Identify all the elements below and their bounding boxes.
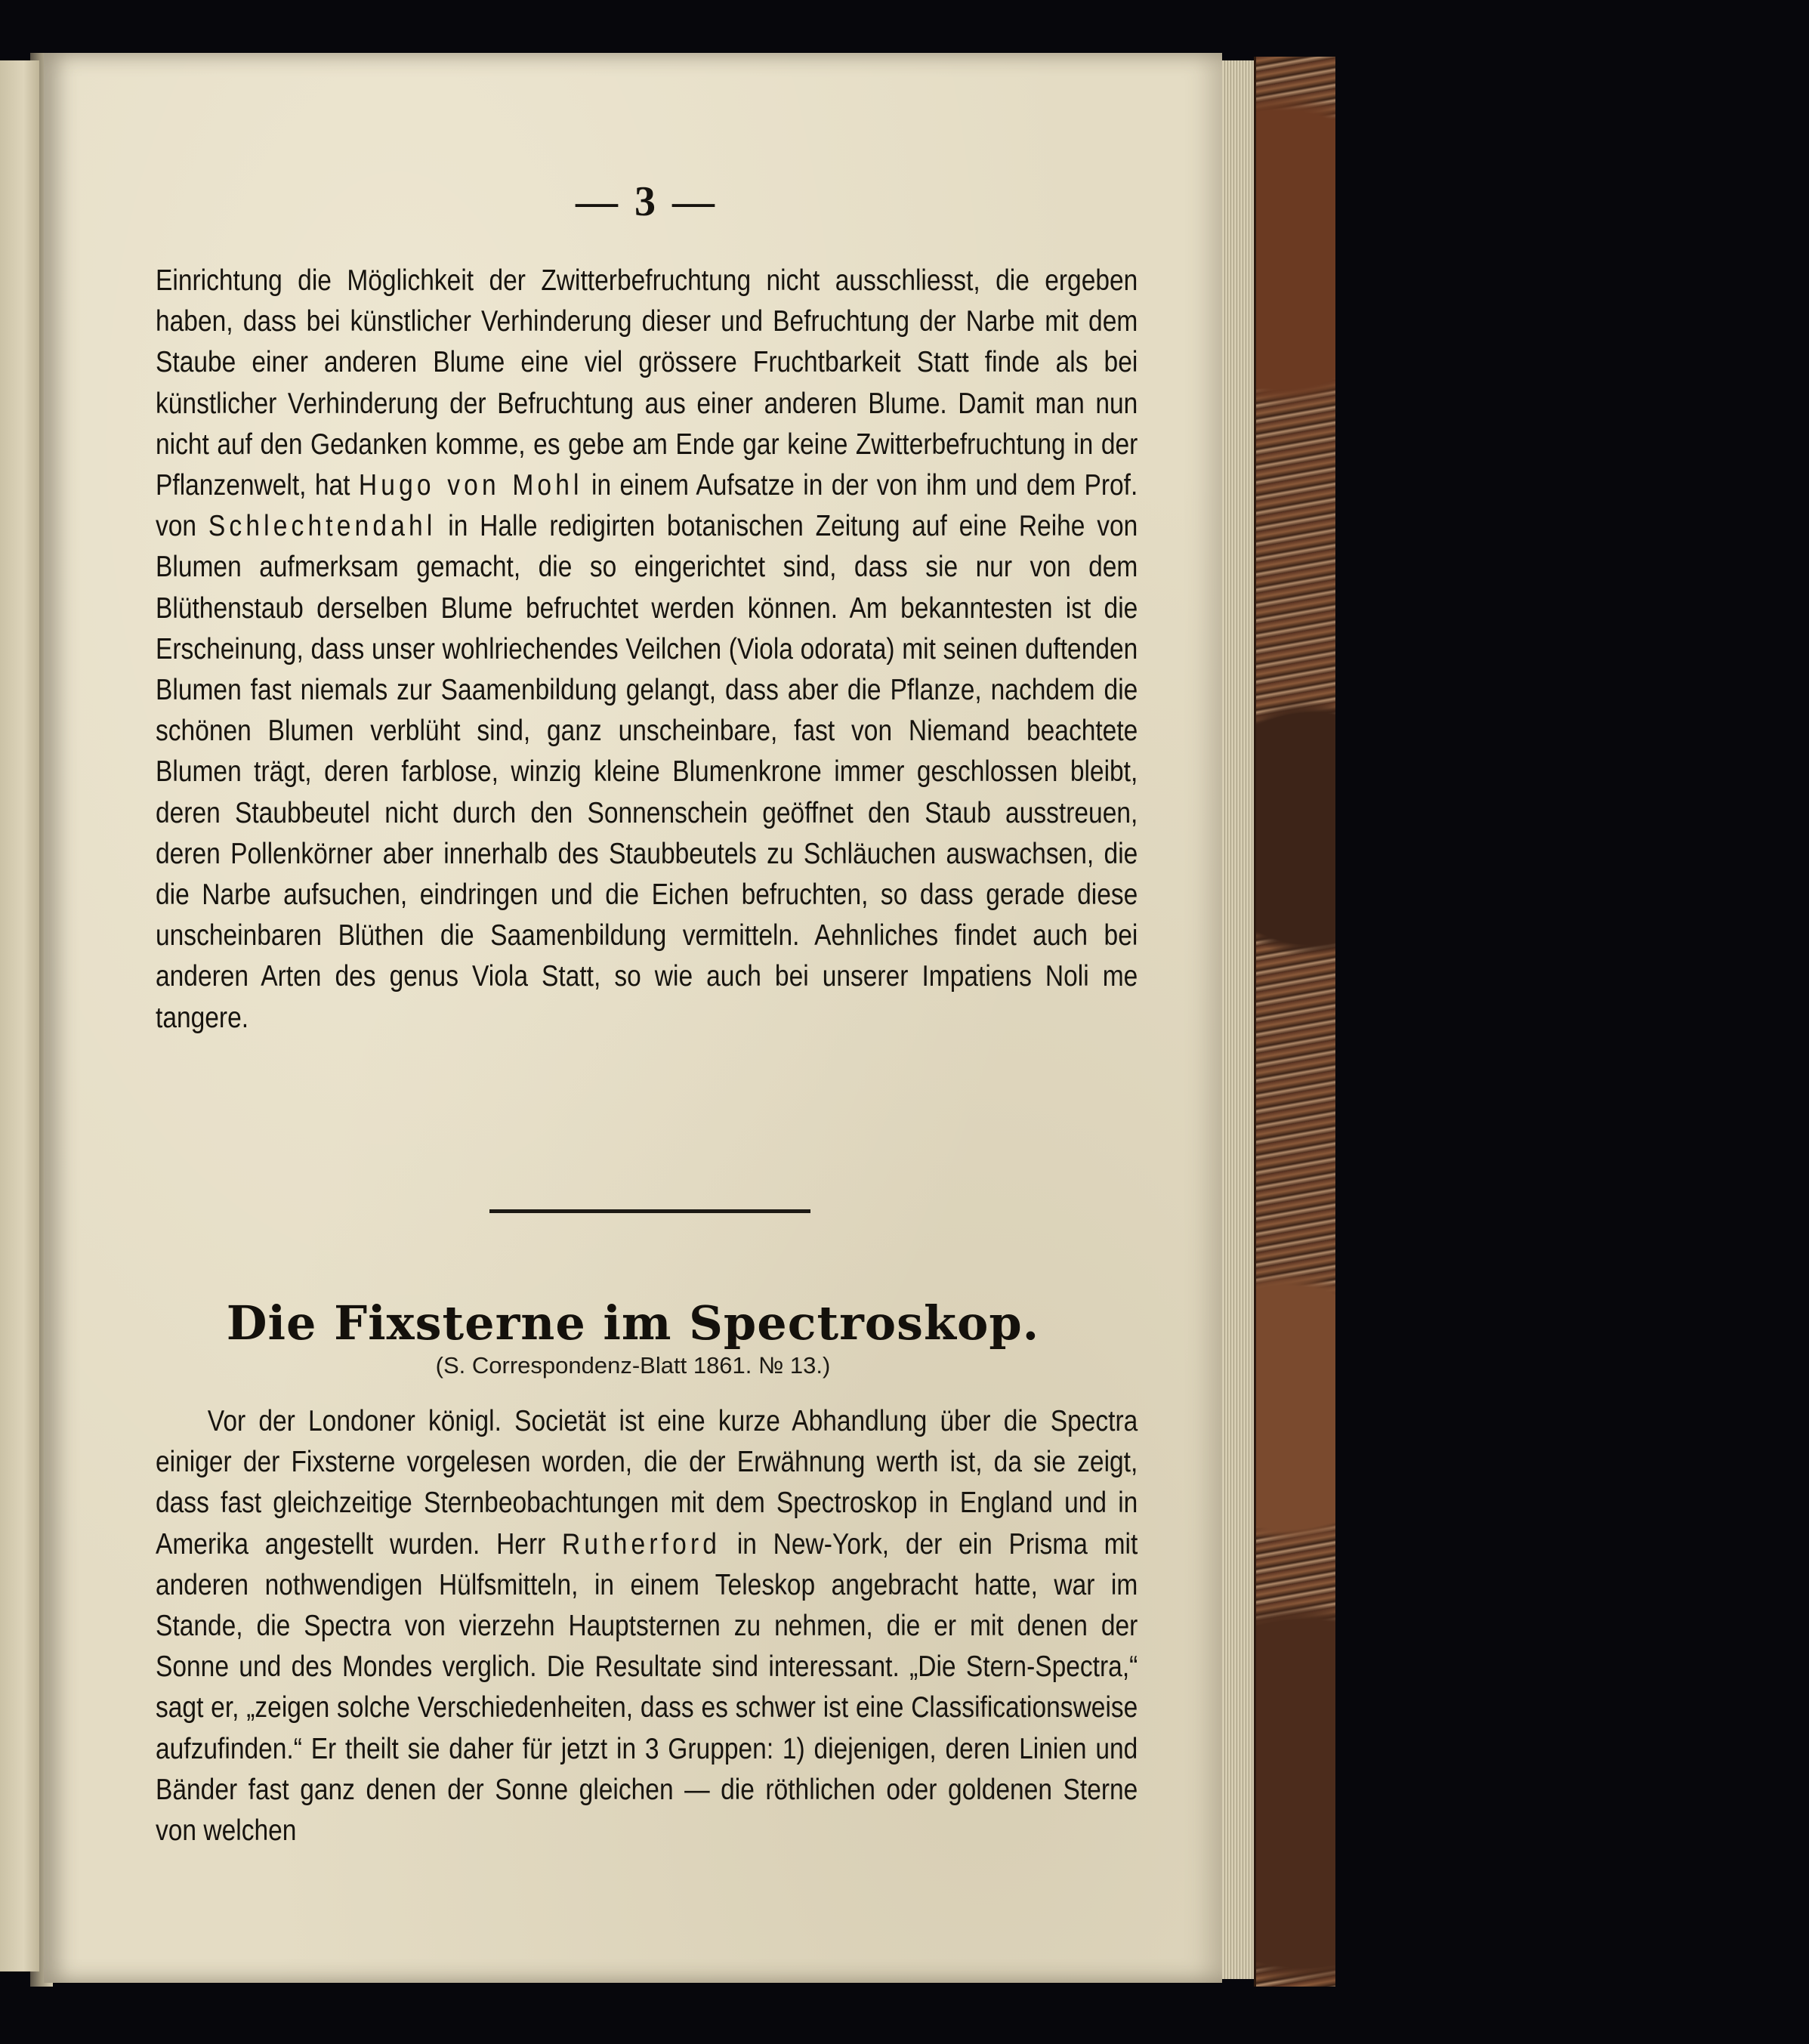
article-reference: (S. Correspondenz-Blatt 1861. № 13.) — [435, 1352, 831, 1379]
article-text — [156, 1401, 1138, 1851]
paragraph-text-part: in einem Aufsatze in der von ihm und dem Prof. von — [156, 469, 1138, 543]
left-page-edge — [0, 60, 39, 1971]
spaced-name-schlechtendahl: Schlechtendahl — [208, 510, 437, 543]
paragraph-text-part: in Halle redigirten botanischen Zeitung auf eine Reihe von Blumen aufmerksam gemacht, die so eingerichtet sind, dass sie nur von dem Blüthenstaub derselben Blume befruchtet werden können. Am bekanntesten ist die Erscheinung, dass unser wohlriechendes Veilchen (Viola odorata) mit seinen duftenden Blumen fast niemals zur Saamenbildung gelangt, dass aber die Pflanze, nachdem die schönen Blumen verblüht sind, ganz unscheinbare, fast von Niemand beachtete Blumen trägt, deren farblose, winzig kleine Blumenkrone immer geschlossen bleibt, deren Staubbeutel nicht durch den Sonnenschein geöffnet den Staub ausstreuen, deren Pollenkörner aber innerhalb des Staubbeutels zu Schläuchen auswachsen, die die Narbe aufsuchen, eindringen und die Eichen befruchten, so dass gerade diese unscheinbaren Blüthen die Saamenbildung vermitteln. Aehnliches findet auch bei anderen Arten des genus Viola Statt, so wie auch bei unserer Impatiens Noli me tangere. — [156, 510, 1138, 1034]
marbled-cover — [1254, 57, 1335, 1987]
continued-paragraph — [156, 261, 1138, 1039]
section-divider — [489, 1209, 810, 1213]
paragraph-text-part: in New-York, der ein Prisma mit anderen nothwendigen Hülfsmitteln, in einem Teleskop angebracht hatte, war im Stande, die Spectra von vierzehn Hauptsternen zu nehmen, die er mit denen der Sonne und des Mondes verglich. Die Resultate sind interessant. „Die Stern-Spectra,“ sagt er, „zeigen solche Verschiedenheiten, dass es schwer ist eine Classificationsweise aufzufinden.“ Er theilt sie daher für jetzt in 3 Gruppen: 1) diejenigen, deren Linien und Bänder fast ganz denen der Sonne gleichen — die röthlichen oder goldenen Sterne von welchen — [156, 1527, 1138, 1848]
page-text — [156, 178, 1138, 1039]
paragraph-text-part: Vor der Londoner königl. Societät ist eine kurze Abhandlung über die Spectra einiger der Fixsterne vorgelesen worden, die der Erwähnung werth ist, da sie zeigt, dass fast gleichzeitige Sternbeobachtungen mit dem Spectroskop in England und in Amerika angestellt wurden. Herr — [156, 1405, 1138, 1561]
spaced-name-hugo-von-mohl: Hugo von Mohl — [358, 469, 583, 502]
page-number: — 3 — — [576, 178, 718, 225]
spaced-name-rutherford: Rutherford — [562, 1527, 721, 1561]
paragraph-text-part: Einrichtung die Möglichkeit der Zwitterbefruchtung nicht ausschliesst, die ergeben haben, dass bei künstlicher Verhinderung dieser und Befruchtung der Narbe mit dem Staube einer anderen Blume eine viel grössere Fruchtbarkeit Statt finde als bei künstlicher Verhinderung der Befruchtung aus einer anderen Blume. Damit man nun nicht auf den Gedanken komme, es gebe am Ende gar keine Zwitterbefruchtung in der Pflanzenwelt, hat — [156, 264, 1138, 502]
article-paragraph — [156, 1401, 1138, 1851]
book-page — [44, 53, 1222, 1983]
article-title: Die Fixsterne im Spectroskop. — [226, 1295, 1040, 1351]
